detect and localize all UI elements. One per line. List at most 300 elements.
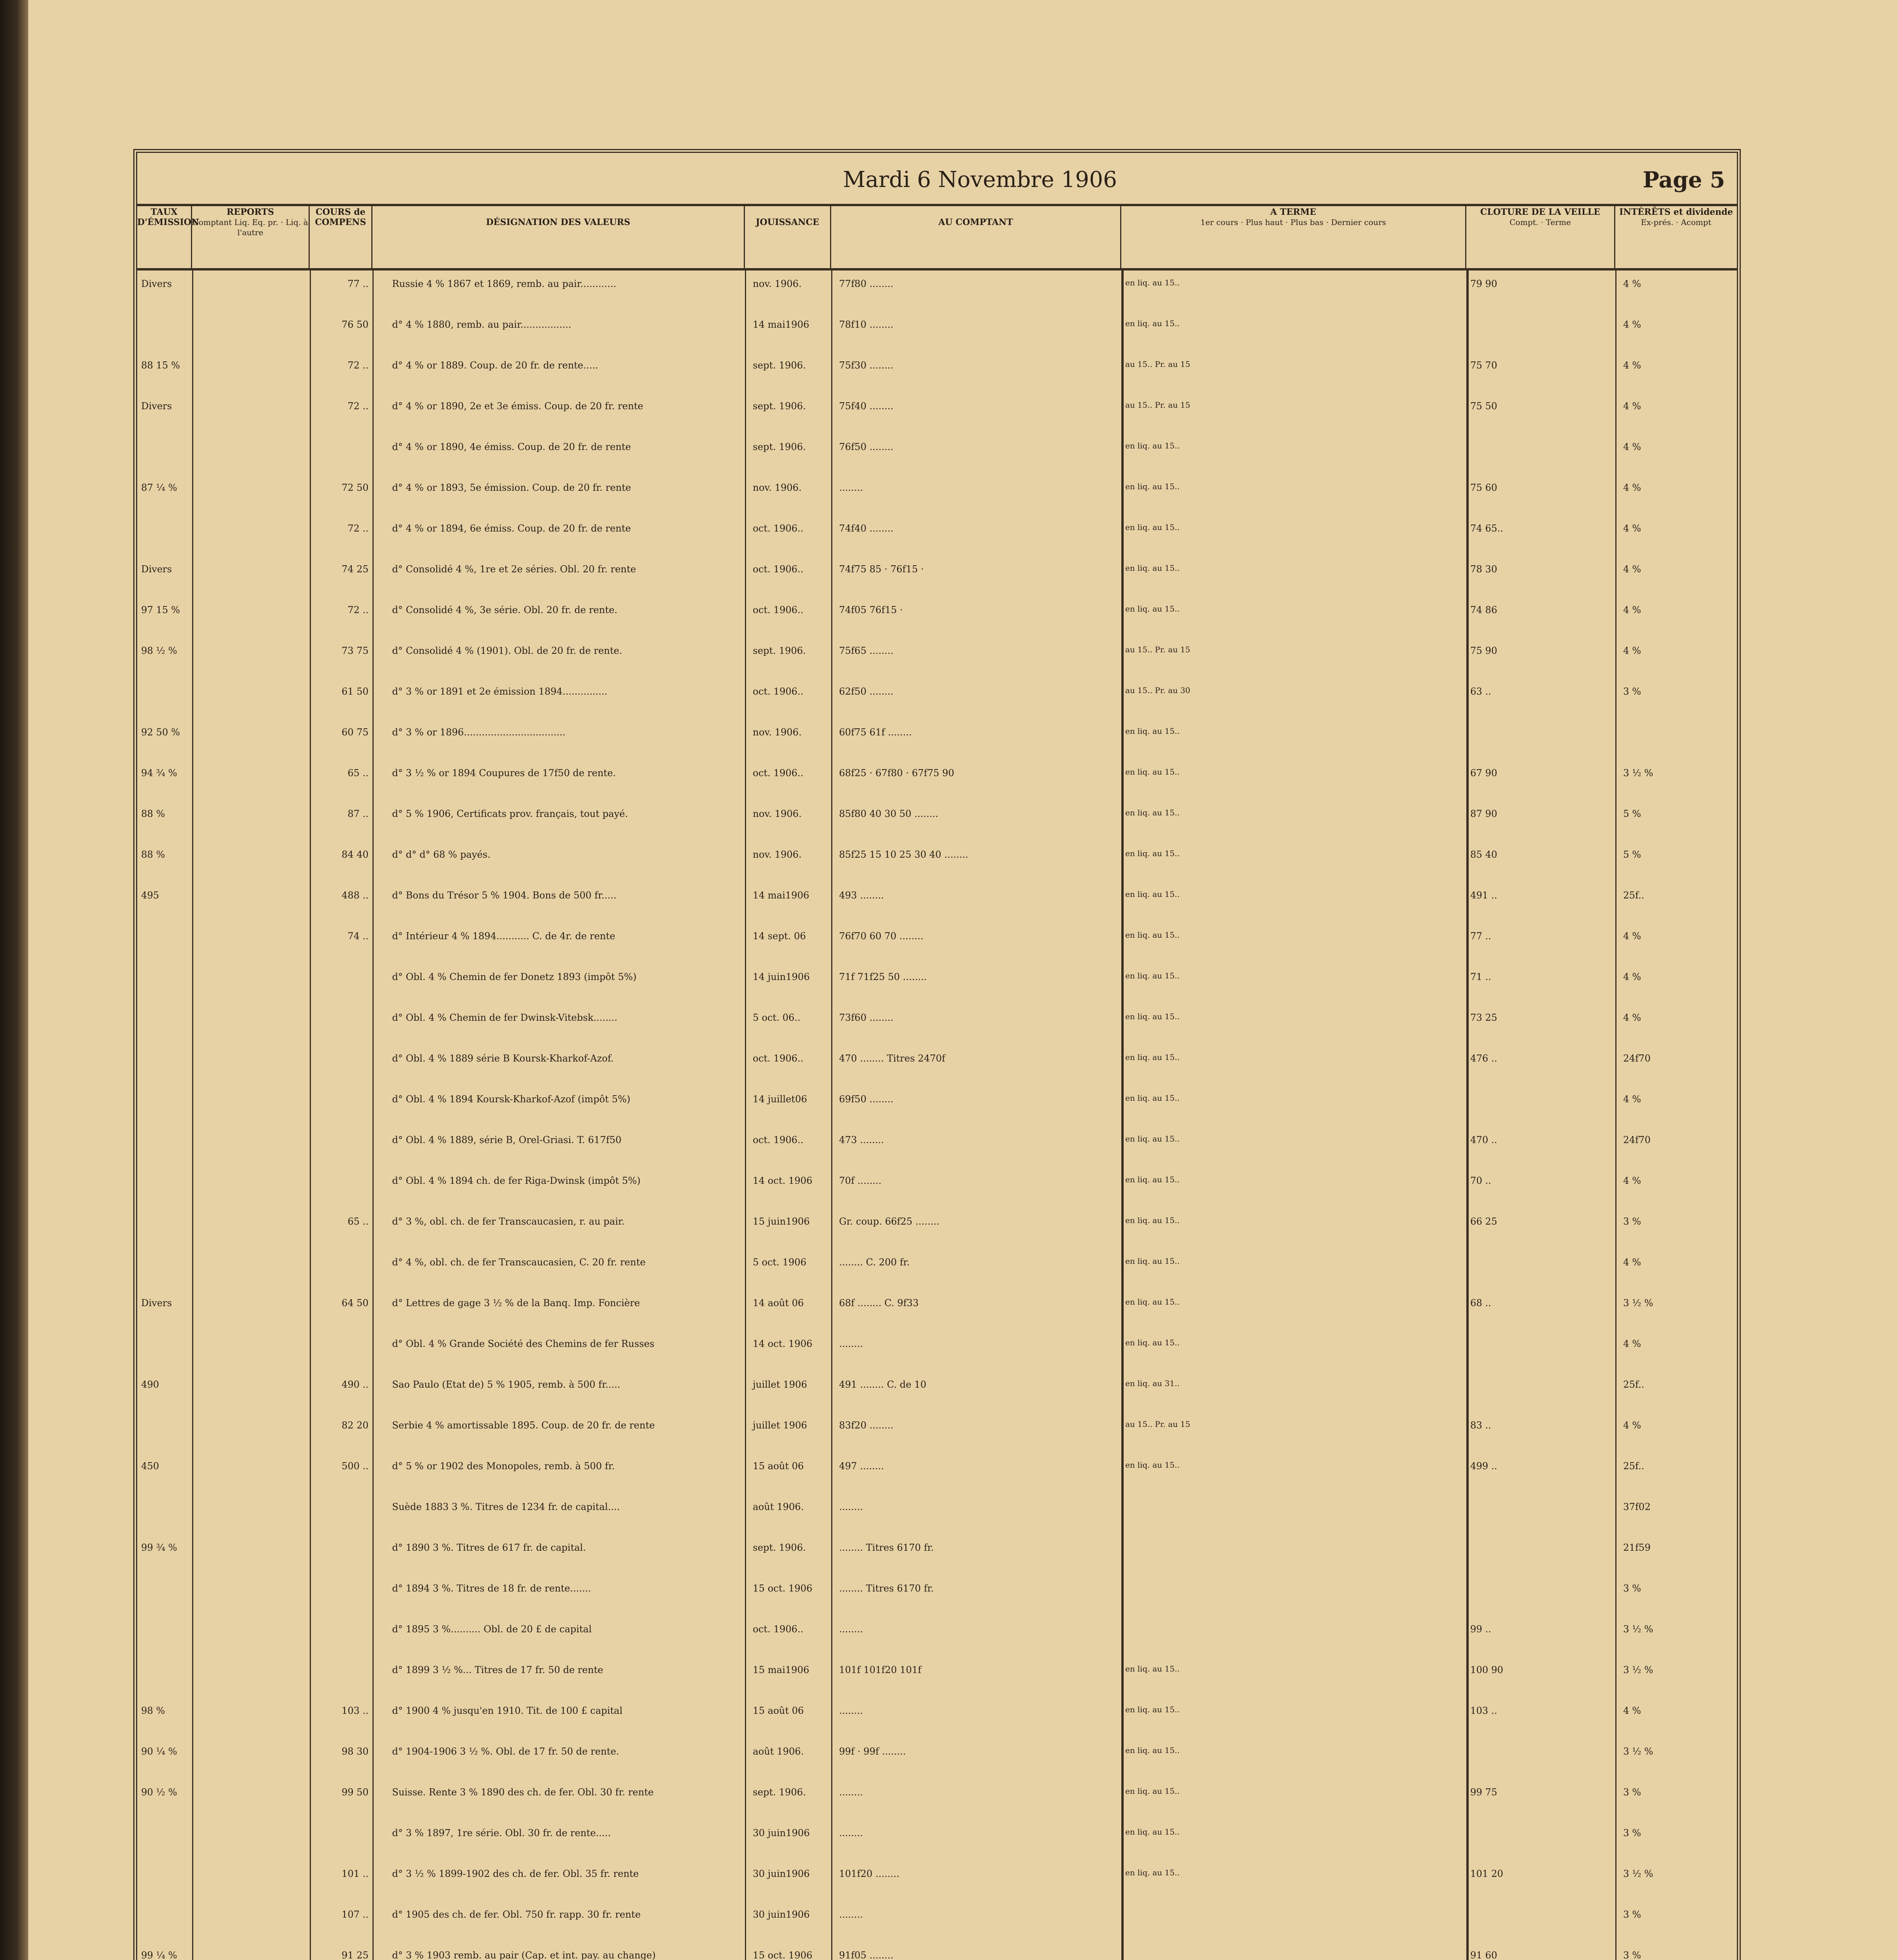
cell-terme: en liq. au 15..	[1125, 319, 1180, 328]
table-row	[137, 849, 1737, 892]
cell-terme: en liq. au 15..	[1125, 1827, 1180, 1837]
cell-compt: 101f20 ........	[839, 1868, 899, 1879]
col-interets-label: INTÉRÊTS et dividende	[1619, 207, 1733, 217]
table-row	[137, 401, 1737, 444]
table-row	[137, 686, 1737, 729]
cell-cours: 87 ..	[347, 808, 369, 819]
cell-desig: d° Intérieur 4 % 1894........... C. de 4r. de rente	[392, 931, 616, 942]
cell-cours: 107 ..	[341, 1909, 369, 1920]
cell-desig: d° Consolidé 4 %, 1re et 2e séries. Obl. 20 fr. rente	[392, 564, 636, 575]
cell-compt: ........ Titres 6170 fr.	[839, 1542, 934, 1553]
cell-desig: d° Lettres de gage 3 ½ % de la Banq. Imp. Foncière	[392, 1298, 640, 1308]
cell-int: 4 %	[1623, 1420, 1641, 1431]
cell-cours: 91 25	[341, 1950, 369, 1960]
cell-taux: 92 50 %	[141, 727, 180, 738]
cell-jouis: oct. 1906..	[753, 604, 804, 615]
col-cloture	[1466, 204, 1615, 270]
col-cours	[310, 204, 372, 270]
cell-compt: 85f80 40 30 50 ........	[839, 808, 939, 819]
cell-cours: 101 ..	[341, 1868, 369, 1879]
col-reports	[192, 204, 310, 270]
cell-compt: 75f65 ........	[839, 645, 894, 656]
cell-compt: 85f25 15 10 25 30 40 ........	[839, 849, 968, 860]
cell-jouis: 14 juin1906	[753, 971, 810, 982]
page-date: Mardi 6 Novembre 1906	[843, 167, 1117, 192]
col-taux-label: TAUX D'ÉMISSION	[137, 207, 200, 227]
cell-terme: en liq. au 15..	[1125, 1338, 1180, 1347]
cell-int: 3 %	[1623, 1216, 1641, 1227]
cell-cours: 76 50	[341, 319, 369, 330]
cell-terme: en liq. au 15..	[1125, 563, 1180, 573]
cell-cours: 65 ..	[347, 1216, 369, 1227]
cell-int: 4 %	[1623, 401, 1641, 412]
cell-compt: 497 ........	[839, 1461, 884, 1472]
cell-taux: 87 ¼ %	[141, 482, 177, 493]
col-terme-sub: 1er cours · Plus haut · Plus bas · Dernier cours	[1200, 218, 1386, 227]
cell-jouis: 14 août 06	[753, 1298, 804, 1308]
cell-compt: 71f 71f25 50 ........	[839, 971, 927, 982]
cell-terme: au 15.. Pr. au 15	[1125, 400, 1190, 410]
cell-desig: Suède 1883 3 %. Titres de 1234 fr. de capital....	[392, 1501, 620, 1512]
col-cours-label: COURS de COMPENS	[315, 207, 366, 227]
cell-terme: en liq. au 15..	[1125, 1053, 1180, 1062]
col-jouissance-label: JOUISSANCE	[756, 217, 819, 227]
cell-clot: 85 40	[1470, 849, 1497, 860]
table-row	[137, 1298, 1737, 1341]
table-row	[137, 1583, 1737, 1626]
cell-int: 3 ½ %	[1623, 1298, 1653, 1308]
cell-cours: 72 ..	[347, 401, 369, 412]
cell-int: 25f..	[1623, 1461, 1644, 1472]
cell-int: 4 %	[1623, 482, 1641, 493]
cell-cours: 98 30	[341, 1746, 369, 1757]
cell-compt: ........	[839, 1624, 863, 1635]
cell-int: 3 %	[1623, 1950, 1641, 1960]
cell-jouis: 14 mai1906	[753, 890, 809, 901]
cell-int: 3 ½ %	[1623, 1624, 1653, 1635]
cell-cours: 74 ..	[347, 931, 369, 942]
table-row	[137, 971, 1737, 1014]
cell-terme: en liq. au 15..	[1125, 1093, 1180, 1103]
cell-jouis: 14 sept. 06	[753, 931, 806, 942]
cell-int: 3 ½ %	[1623, 1664, 1653, 1675]
col-cloture-label: CLOTURE DE LA VEILLE	[1480, 207, 1600, 217]
cell-compt: ........	[839, 1338, 863, 1349]
cell-desig: d° 4 % or 1889. Coup. de 20 fr. de rente.....	[392, 360, 598, 371]
cell-desig: d° 3 ½ % 1899-1902 des ch. de fer. Obl. 35 fr. rente	[392, 1868, 639, 1879]
table-row	[137, 319, 1737, 362]
cell-int: 4 %	[1623, 1338, 1641, 1349]
cell-desig: d° 1905 des ch. de fer. Obl. 750 fr. rapp. 30 fr. rente	[392, 1909, 641, 1920]
cell-cours: 60 75	[341, 727, 369, 738]
cell-compt: 83f20 ........	[839, 1420, 894, 1431]
cell-clot: 83 ..	[1470, 1420, 1491, 1431]
cell-jouis: sept. 1906.	[753, 401, 806, 412]
table-row	[137, 1624, 1737, 1667]
cell-jouis: sept. 1906.	[753, 1542, 806, 1553]
cell-jouis: sept. 1906.	[753, 645, 806, 656]
table-row	[137, 931, 1737, 974]
cell-compt: 74f75 85 · 76f15 ·	[839, 564, 924, 575]
cell-jouis: 5 oct. 1906	[753, 1257, 806, 1268]
col-taux	[137, 204, 200, 270]
cell-int: 21f59	[1623, 1542, 1651, 1553]
cell-desig: d° Obl. 4 % 1889 série B Koursk-Kharkof-Azof.	[392, 1053, 614, 1064]
cell-int: 3 ½ %	[1623, 1746, 1653, 1757]
cell-compt: ........	[839, 1705, 863, 1716]
cell-int: 5 %	[1623, 849, 1641, 860]
cell-desig: d° Obl. 4 % Grande Société des Chemins de fer Russes	[392, 1338, 655, 1349]
cell-clot: 75 50	[1470, 401, 1497, 412]
cell-clot: 99 ..	[1470, 1624, 1491, 1635]
cell-int: 4 %	[1623, 1012, 1641, 1023]
cell-desig: d° 1894 3 %. Titres de 18 fr. de rente.......	[392, 1583, 591, 1594]
table-row	[137, 645, 1737, 688]
cell-clot: 499 ..	[1470, 1461, 1497, 1472]
book-binding-edge	[0, 0, 28, 1960]
cell-taux: 98 ½ %	[141, 645, 177, 656]
cell-jouis: oct. 1906..	[753, 1624, 804, 1635]
table-row	[137, 1379, 1737, 1422]
col-terme	[1121, 204, 1466, 270]
cell-desig: d° 3 %, obl. ch. de fer Transcaucasien, r. au pair.	[392, 1216, 625, 1227]
cell-int: 3 %	[1623, 1909, 1641, 1920]
cell-clot: 75 90	[1470, 645, 1497, 656]
cell-jouis: nov. 1906.	[753, 808, 802, 819]
cell-compt: ........ C. 200 fr.	[839, 1257, 910, 1268]
cell-int: 4 %	[1623, 1705, 1641, 1716]
cell-jouis: août 1906.	[753, 1746, 804, 1757]
cell-jouis: 30 juin1906	[753, 1868, 810, 1879]
cell-taux: 450	[141, 1461, 159, 1472]
cell-cours: 77 ..	[347, 278, 369, 289]
table-row	[137, 727, 1737, 770]
cell-desig: d° 4 % 1880, remb. au pair.................	[392, 319, 571, 330]
cell-cours: 72 ..	[347, 523, 369, 534]
cell-compt: 75f30 ........	[839, 360, 894, 371]
col-comptant-label: AU COMPTANT	[938, 217, 1013, 227]
cell-terme: en liq. au 15..	[1125, 971, 1180, 980]
cell-terme: en liq. au 15..	[1125, 1460, 1180, 1470]
cell-jouis: 15 août 06	[753, 1461, 804, 1472]
cell-jouis: oct. 1906..	[753, 1134, 804, 1145]
cell-compt: 473 ........	[839, 1134, 884, 1145]
cell-compt: 62f50 ........	[839, 686, 894, 697]
cell-desig: d° 4 % or 1890, 4e émiss. Coup. de 20 fr. de rente	[392, 441, 631, 452]
cell-int: 4 %	[1623, 523, 1641, 534]
cell-clot: 77 ..	[1470, 931, 1491, 942]
cell-compt: 77f80 ........	[839, 278, 894, 289]
cell-compt: 74f05 76f15 ·	[839, 604, 903, 615]
cell-clot: 99 75	[1470, 1787, 1497, 1798]
cell-cours: 490 ..	[341, 1379, 369, 1390]
cell-clot: 73 25	[1470, 1012, 1497, 1023]
table-row	[137, 1053, 1737, 1096]
cell-int: 37f02	[1623, 1501, 1651, 1512]
cell-clot: 63 ..	[1470, 686, 1491, 697]
cell-jouis: 15 août 06	[753, 1705, 804, 1716]
col-cloture-sub: Compt. · Terme	[1509, 218, 1571, 227]
cell-cours: 74 25	[341, 564, 369, 575]
cell-compt: 76f70 60 70 ........	[839, 931, 923, 942]
table-row	[137, 890, 1737, 933]
cell-taux: 98 %	[141, 1705, 165, 1716]
table-row	[137, 1746, 1737, 1789]
cell-jouis: 14 oct. 1906	[753, 1175, 813, 1186]
cell-jouis: 15 oct. 1906	[753, 1950, 813, 1960]
cell-terme: au 15.. Pr. au 15	[1125, 645, 1190, 654]
cell-jouis: 15 mai1906	[753, 1664, 809, 1675]
cell-compt: 68f25 · 67f80 · 67f75 90	[839, 768, 954, 779]
cell-cours: 99 50	[341, 1787, 369, 1798]
cell-terme: en liq. au 15..	[1125, 1664, 1180, 1673]
cell-jouis: 14 juillet06	[753, 1094, 807, 1105]
cell-cours: 73 75	[341, 645, 369, 656]
cell-terme: en liq. au 15..	[1125, 889, 1180, 899]
cell-int: 4 %	[1623, 319, 1641, 330]
cell-cours: 64 50	[341, 1298, 369, 1308]
cell-clot: 66 25	[1470, 1216, 1497, 1227]
cell-terme: en liq. au 15..	[1125, 1256, 1180, 1266]
cell-desig: d° 1890 3 %. Titres de 617 fr. de capital.	[392, 1542, 586, 1553]
cell-compt: ........	[839, 1501, 863, 1512]
cell-int: 24f70	[1623, 1053, 1651, 1064]
cell-taux: Divers	[141, 1298, 172, 1308]
cell-compt: 76f50 ........	[839, 441, 894, 452]
cell-desig: d° Consolidé 4 % (1901). Obl. de 20 fr. de rente.	[392, 645, 623, 656]
cell-desig: d° 1895 3 %.......... Obl. de 20 £ de capital	[392, 1624, 592, 1635]
cell-clot: 491 ..	[1470, 890, 1497, 901]
cell-compt: 491 ........ C. de 10	[839, 1379, 926, 1390]
table-row	[137, 1705, 1737, 1748]
cell-int: 4 %	[1623, 360, 1641, 371]
cell-compt: 73f60 ........	[839, 1012, 894, 1023]
cell-terme: en liq. au 15..	[1125, 1297, 1180, 1307]
cell-compt: 74f40 ........	[839, 523, 894, 534]
cell-terme: en liq. au 15..	[1125, 482, 1180, 491]
cell-compt: 493 ........	[839, 890, 884, 901]
cell-int: 3 %	[1623, 1583, 1641, 1594]
cell-terme: en liq. au 15..	[1125, 1175, 1180, 1184]
table-row	[137, 808, 1737, 851]
cell-jouis: oct. 1906..	[753, 523, 804, 534]
cell-clot: 78 30	[1470, 564, 1497, 575]
cell-cours: 72 ..	[347, 360, 369, 371]
cell-compt: 91f05 ........	[839, 1950, 894, 1960]
cell-terme: en liq. au 15..	[1125, 1134, 1180, 1143]
cell-desig: d° 4 % or 1890, 2e et 3e émiss. Coup. de 20 fr. rente	[392, 401, 643, 412]
cell-clot: 67 90	[1470, 768, 1497, 779]
cell-compt: Gr. coup. 66f25 ........	[839, 1216, 939, 1227]
cell-int: 3 ½ %	[1623, 1868, 1653, 1879]
cell-compt: ........	[839, 1909, 863, 1920]
cell-taux: 90 ½ %	[141, 1787, 177, 1798]
cell-compt: ........	[839, 482, 863, 493]
table-row	[137, 360, 1737, 403]
cell-jouis: sept. 1906.	[753, 360, 806, 371]
cell-desig: d° 3 % or 1896..................................	[392, 727, 566, 738]
cell-jouis: oct. 1906..	[753, 564, 804, 575]
cell-desig: Suisse. Rente 3 % 1890 des ch. de fer. Obl. 30 fr. rente	[392, 1787, 654, 1798]
table-row	[137, 1868, 1737, 1911]
cell-int: 25f..	[1623, 890, 1644, 901]
cell-jouis: 15 oct. 1906	[753, 1583, 813, 1594]
cell-clot: 100 90	[1470, 1664, 1503, 1675]
col-jouissance	[745, 204, 831, 270]
table-row	[137, 1175, 1737, 1218]
cell-clot: 470 ..	[1470, 1134, 1497, 1145]
cell-desig: d° 5 % 1906, Certificats prov. français, tout payé.	[392, 808, 628, 819]
cell-terme: en liq. au 15..	[1125, 1786, 1180, 1796]
table-row	[137, 441, 1737, 485]
cell-terme: en liq. au 15..	[1125, 441, 1180, 450]
table-row	[137, 768, 1737, 811]
cell-desig: d° 3 ½ % or 1894 Coupures de 17f50 de rente.	[392, 768, 616, 779]
cell-int: 3 %	[1623, 686, 1641, 697]
cell-cours: 103 ..	[341, 1705, 369, 1716]
cell-jouis: sept. 1906.	[753, 1787, 806, 1798]
cell-jouis: oct. 1906..	[753, 686, 804, 697]
cell-desig: d° 1904-1906 3 ½ %. Obl. de 17 fr. 50 de rente.	[392, 1746, 619, 1757]
cell-compt: ........ Titres 6170 fr.	[839, 1583, 934, 1594]
cell-compt: 470 ........ Titres 2470f	[839, 1053, 946, 1064]
cell-clot: 87 90	[1470, 808, 1497, 819]
cell-cours: 61 50	[341, 686, 369, 697]
cell-taux: 88 %	[141, 849, 165, 860]
cell-taux: 97 15 %	[141, 604, 180, 615]
cell-taux: 94 ¾ %	[141, 768, 177, 779]
table-row	[137, 1909, 1737, 1952]
cell-int: 4 %	[1623, 931, 1641, 942]
cell-compt: 60f75 61f ........	[839, 727, 912, 738]
cell-taux: 99 ¼ %	[141, 1950, 177, 1960]
cell-int: 4 %	[1623, 564, 1641, 575]
page-number: Page 5	[1642, 167, 1725, 193]
cell-clot: 74 86	[1470, 604, 1497, 615]
cell-int: 4 %	[1623, 1175, 1641, 1186]
cell-desig: d° d° d° 68 % payés.	[392, 849, 490, 860]
table-row	[137, 482, 1737, 525]
cell-compt: ........	[839, 1787, 863, 1798]
cell-desig: Sao Paulo (Etat de) 5 % 1905, remb. à 500 fr.....	[392, 1379, 621, 1390]
cell-taux: 99 ¾ %	[141, 1542, 177, 1553]
cell-desig: d° 4 %, obl. ch. de fer Transcaucasien, C. 20 fr. rente	[392, 1257, 646, 1268]
cell-terme: en liq. au 15..	[1125, 1746, 1180, 1755]
cell-cours: 84 40	[341, 849, 369, 860]
table-row	[137, 1420, 1737, 1463]
table-row	[137, 1134, 1737, 1178]
cell-terme: au 15.. Pr. au 30	[1125, 686, 1190, 695]
page-header	[137, 153, 1737, 206]
cell-desig: d° 4 % or 1893, 5e émission. Coup. de 20 fr. rente	[392, 482, 631, 493]
cell-cours: 500 ..	[341, 1461, 369, 1472]
cell-desig: d° Obl. 4 % 1894 ch. de fer Riga-Dwinsk (impôt 5%)	[392, 1175, 641, 1186]
cell-terme: en liq. au 31..	[1125, 1379, 1180, 1388]
table-row	[137, 523, 1737, 566]
cell-jouis: 30 juin1906	[753, 1909, 810, 1920]
cell-compt: ........	[839, 1828, 863, 1838]
cell-int: 4 %	[1623, 278, 1641, 289]
cell-clot: 79 90	[1470, 278, 1497, 289]
cell-clot: 476 ..	[1470, 1053, 1497, 1064]
col-terme-label: A TERME	[1270, 207, 1317, 217]
cell-clot: 74 65..	[1470, 523, 1503, 534]
cell-terme: en liq. au 15..	[1125, 604, 1180, 613]
cell-taux: 90 ¼ %	[141, 1746, 177, 1757]
cell-jouis: nov. 1906.	[753, 849, 802, 860]
table-row	[137, 1012, 1737, 1055]
cell-int: 3 ½ %	[1623, 768, 1653, 779]
col-comptant	[831, 204, 1121, 270]
cell-terme: en liq. au 15..	[1125, 1012, 1180, 1021]
table-row	[137, 278, 1737, 321]
col-reports-sub: Comptant Liq. Eq. pr. · Liq. à l'autre	[193, 218, 308, 237]
cell-terme: en liq. au 15..	[1125, 1868, 1180, 1877]
cell-desig: d° 1900 4 % jusqu'en 1910. Tit. de 100 £ capital	[392, 1705, 623, 1716]
table-row	[137, 1542, 1737, 1585]
cell-terme: en liq. au 15..	[1125, 808, 1180, 817]
cell-jouis: 30 juin1906	[753, 1828, 810, 1838]
cell-desig: d° 5 % or 1902 des Monopoles, remb. à 500 fr.	[392, 1461, 615, 1472]
table-row	[137, 1828, 1737, 1871]
cell-compt: 68f ........ C. 9f33	[839, 1298, 919, 1308]
cell-terme: en liq. au 15..	[1125, 726, 1180, 736]
cell-cours: 72 ..	[347, 604, 369, 615]
cell-cours: 82 20	[341, 1420, 369, 1431]
cell-compt: 69f50 ........	[839, 1094, 894, 1105]
cell-terme: en liq. au 15..	[1125, 1216, 1180, 1225]
cell-taux: Divers	[141, 564, 172, 575]
cell-desig: d° Bons du Trésor 5 % 1904. Bons de 500 fr.....	[392, 890, 617, 901]
cell-desig: d° 3 % 1897, 1re série. Obl. 30 fr. de rente.....	[392, 1828, 611, 1838]
cell-desig: d° 1899 3 ½ %... Titres de 17 fr. 50 de rente	[392, 1664, 603, 1675]
cell-desig: d° Obl. 4 % Chemin de fer Donetz 1893 (impôt 5%)	[392, 971, 637, 982]
cell-jouis: 14 oct. 1906	[753, 1338, 813, 1349]
cell-int: 4 %	[1623, 645, 1641, 656]
cell-jouis: nov. 1906.	[753, 727, 802, 738]
col-designation-label: DÉSIGNATION DES VALEURS	[486, 217, 630, 227]
cell-int: 24f70	[1623, 1134, 1651, 1145]
col-designation	[372, 204, 745, 270]
cell-clot: 71 ..	[1470, 971, 1491, 982]
cell-desig: d° 4 % or 1894, 6e émiss. Coup. de 20 fr. de rente	[392, 523, 631, 534]
cell-taux: 490	[141, 1379, 159, 1390]
cell-jouis: oct. 1906..	[753, 1053, 804, 1064]
table-row	[137, 1094, 1737, 1137]
table-row	[137, 1216, 1737, 1259]
table-row	[137, 1338, 1737, 1381]
cell-taux: 88 %	[141, 808, 165, 819]
cell-jouis: 14 mai1906	[753, 319, 809, 330]
cell-desig: d° Obl. 4 % Chemin de fer Dwinsk-Vitebsk........	[392, 1012, 618, 1023]
cell-terme: au 15.. Pr. au 15	[1125, 359, 1190, 369]
cell-jouis: 15 juin1906	[753, 1216, 810, 1227]
cell-compt: 78f10 ........	[839, 319, 894, 330]
cell-clot: 70 ..	[1470, 1175, 1491, 1186]
cell-jouis: oct. 1906..	[753, 768, 804, 779]
cell-compt: 101f 101f20 101f	[839, 1664, 921, 1675]
table-row	[137, 604, 1737, 648]
cell-cours: 488 ..	[341, 890, 369, 901]
cell-cours: 65 ..	[347, 768, 369, 779]
cell-clot: 75 60	[1470, 482, 1497, 493]
cell-jouis: 5 oct. 06..	[753, 1012, 801, 1023]
table-row	[137, 1257, 1737, 1300]
newspaper-page	[133, 149, 1741, 1960]
cell-desig: Serbie 4 % amortissable 1895. Coup. de 20 fr. de rente	[392, 1420, 655, 1431]
cell-desig: d° Obl. 4 % 1894 Koursk-Kharkof-Azof (impôt 5%)	[392, 1094, 630, 1105]
col-interets	[1615, 204, 1737, 270]
